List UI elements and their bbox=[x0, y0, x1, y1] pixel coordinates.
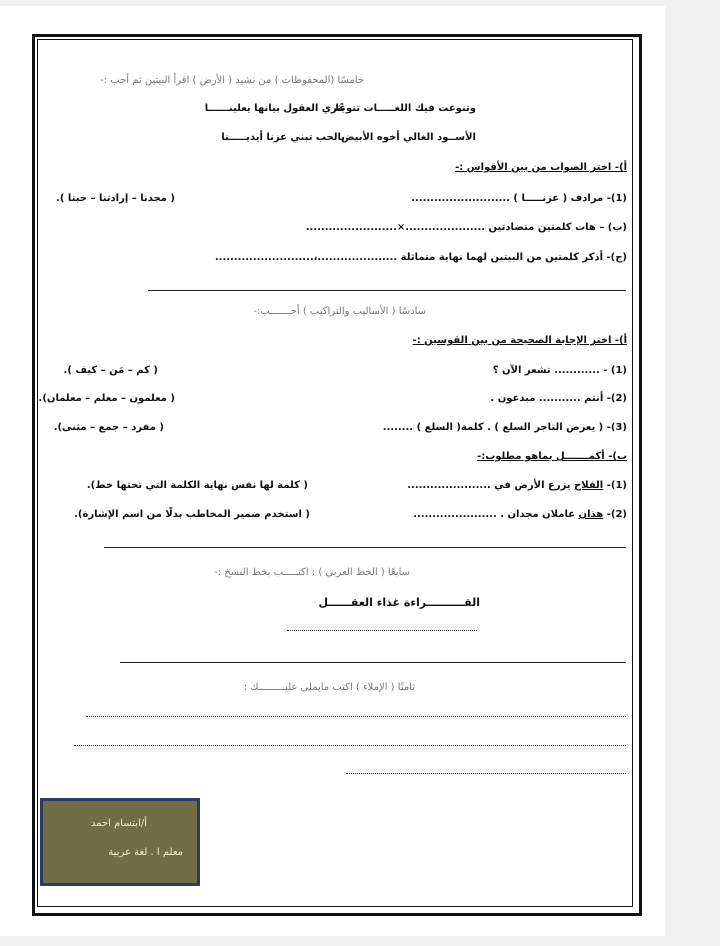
section6-complete-1 bbox=[407, 481, 627, 491]
section6-question-2-choices: ( معلمون – معلم – معلمان). bbox=[38, 393, 175, 404]
section6-part-b-title: ب)- أكمـــــــل بماهو مطلوب:- bbox=[477, 451, 627, 462]
teacher-stamp bbox=[40, 798, 200, 886]
calligraphy-copy-text: القــــــــــراءة غذاء العقــــــل bbox=[318, 596, 480, 609]
complete-1-prefix: (1)- bbox=[606, 480, 627, 491]
dictation-dotted-line bbox=[346, 773, 626, 774]
section6-complete-2 bbox=[413, 510, 627, 520]
section6-question-1-choices: ( كم – مَن – كيف ). bbox=[63, 365, 158, 376]
section6-complete-1-hint: ( كلمة لها نفس نهاية الكلمة التي تحتها خط). bbox=[86, 480, 308, 491]
verse1-first-half: وتنوعت فيك اللغـــــات تنوعًا bbox=[335, 103, 476, 114]
section5-heading: خامسًا (المحفوظات ) من نشيد ( الأرض ) اقرأ البيتين ثم أجب :- bbox=[100, 75, 364, 86]
teacher-name: أ/ابتسام احمد bbox=[90, 818, 147, 829]
section5-question-c: (ج)- أذكر كلمتين من البيتين لهما نهاية متماثلة .....................،.......................... bbox=[214, 252, 627, 263]
section6-question-3-choices: ( مفرد – جمع – مثنى). bbox=[53, 422, 164, 433]
verse1-second-half: يثري العقول بيانها يعلينــــــا bbox=[204, 103, 345, 114]
section5-part-a-title: أ)- اختر الصواب من بين الأقواس :- bbox=[455, 162, 627, 173]
section6-complete-2-hint: ( استخدم ضمير المخاطب بدلًا من اسم الإشارة). bbox=[74, 509, 310, 520]
complete-1-text: يزرع الأرض في ...................... bbox=[407, 480, 571, 491]
complete-2-underlined-word: هذان bbox=[578, 509, 604, 520]
answer-line bbox=[148, 290, 626, 291]
section6-heading: سادسًا ( الأساليب والتراكيب ) أجـــــــب:- bbox=[253, 306, 426, 317]
answer-line bbox=[104, 547, 626, 548]
section6-question-1: (1) - ............ تشعر الآن ؟ bbox=[492, 365, 627, 376]
complete-1-underlined-word: الفلاح bbox=[574, 480, 604, 491]
complete-2-prefix: (2)- bbox=[606, 509, 627, 520]
complete-2-text: عاملان مجدان . ...................... bbox=[413, 509, 576, 520]
section6-part-a-title: أ)- اختر الإجابة الصحيحة من بين القوسين :- bbox=[412, 335, 627, 346]
section6-question-2: (2)- أنتم ........... مبدعون . bbox=[490, 393, 627, 404]
dictation-dotted-line bbox=[74, 745, 626, 746]
verse2-first-half: الأســود الغالي أخوه الأبيض bbox=[340, 132, 476, 143]
section5-question-1: (1)- مرادف ( عزنـــــا ) .......................... bbox=[411, 193, 627, 204]
copy-dotted-line bbox=[287, 630, 477, 631]
section5-question-b: (ب) – هات كلمتين متضادتين .....................×........................ bbox=[305, 222, 627, 233]
section6-question-3: (3)- ( يعرض التاجر السلع ) . كلمة( السلع ) ........ bbox=[382, 422, 627, 433]
section7-heading: سابعًا ( الخط العربي ) : اكتـــــب بخط النسخ :- bbox=[214, 567, 410, 578]
section8-heading: ثامنًا ( الإملاء ) اكتب مايملى عليـــــــــك : bbox=[243, 682, 415, 693]
answer-line bbox=[120, 662, 626, 663]
section5-question-1-choices: ( مجدنا – إرادتنا – حبنا ). bbox=[56, 193, 175, 204]
teacher-title: معلم ا . لغة عربية bbox=[108, 847, 183, 858]
dictation-dotted-line bbox=[86, 716, 626, 717]
verse2-second-half: بالحب تبني عزنا أيديـــــنا bbox=[221, 132, 345, 143]
